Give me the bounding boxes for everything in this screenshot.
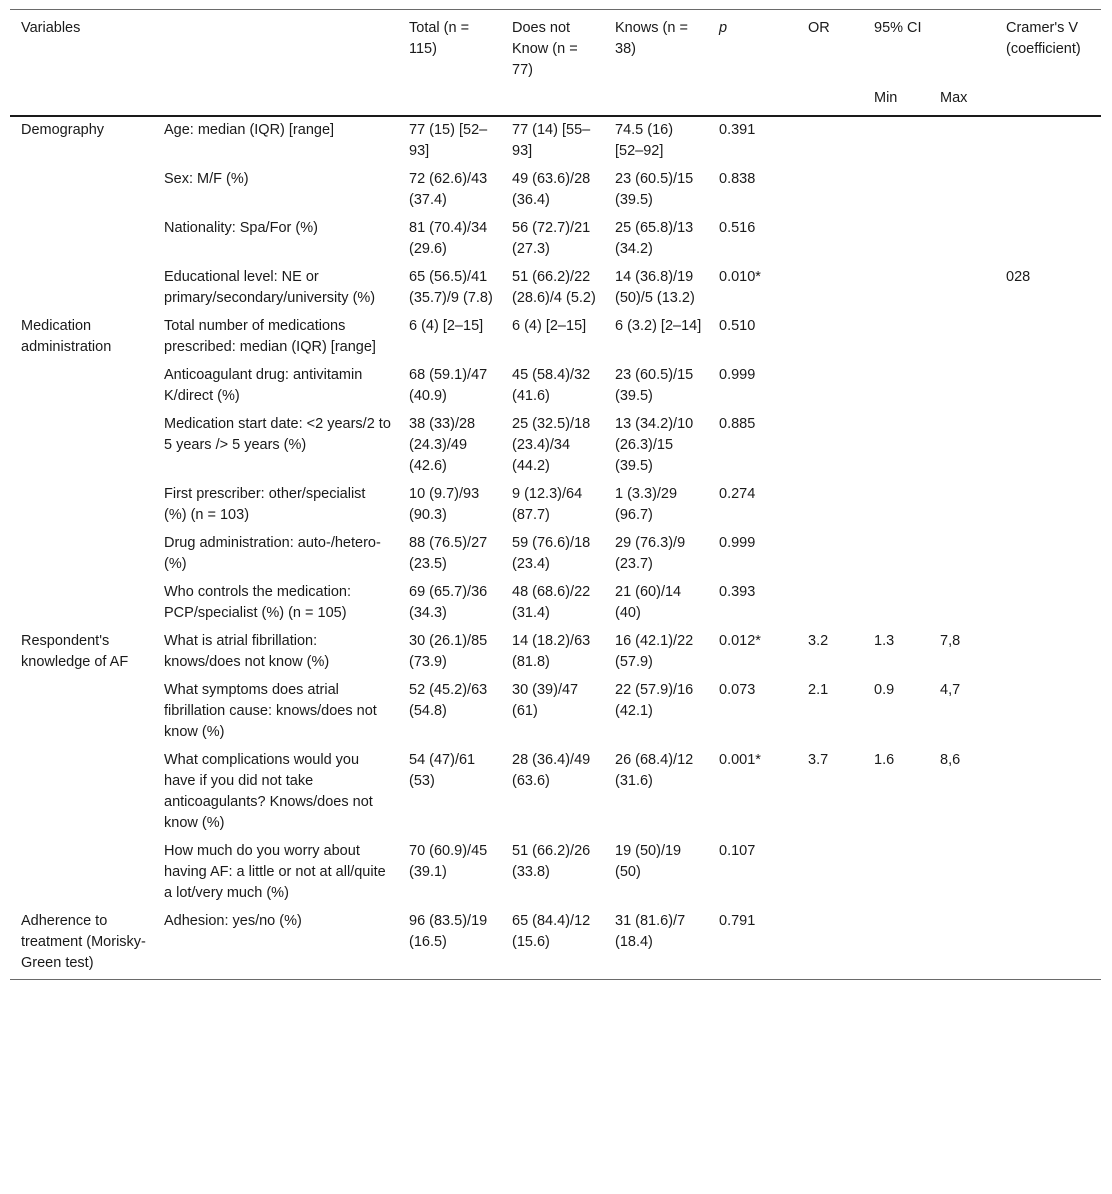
cell-does-not-know: 14 (18.2)/63 (81.8) bbox=[512, 633, 591, 670]
cell-ci-min: 1.6 bbox=[874, 752, 895, 768]
cell-p-value: 0.510 bbox=[719, 318, 756, 334]
cell-p-value: 0.012* bbox=[719, 633, 761, 649]
cell-total: 96 (83.5)/19 (16.5) bbox=[398, 906, 501, 980]
cell-does-not-know: 65 (84.4)/12 (15.6) bbox=[501, 906, 604, 980]
row-group bbox=[10, 262, 153, 311]
row-variable: What is atrial fibrillation: knows/does not know (%) bbox=[164, 633, 330, 670]
row-variable: Age: median (IQR) [range] bbox=[164, 122, 335, 138]
table-header bbox=[10, 10, 1101, 117]
cell-total: 68 (59.1)/47 (40.9) bbox=[409, 367, 488, 404]
cell-cramers-v bbox=[995, 528, 1101, 577]
cell-does-not-know: 49 (63.6)/28 (36.4) bbox=[512, 171, 591, 208]
cell-total: 38 (33)/28 (24.3)/49 (42.6) bbox=[409, 416, 476, 474]
header-row bbox=[10, 10, 1101, 84]
cell-total: 88 (76.5)/27 (23.5) bbox=[409, 535, 488, 572]
cell-knows: 29 (76.3)/9 (23.7) bbox=[615, 535, 686, 572]
cell-ci-min bbox=[863, 164, 929, 213]
row-group bbox=[10, 745, 153, 836]
row-variable: Sex: M/F (%) bbox=[164, 171, 249, 187]
table-row bbox=[10, 906, 1101, 980]
cell-knows: 6 (3.2) [2–14] bbox=[615, 318, 702, 334]
header-ci-max: Max bbox=[929, 83, 995, 116]
row-group bbox=[10, 675, 153, 745]
table-body bbox=[10, 116, 1101, 980]
row-group bbox=[10, 164, 153, 213]
cell-does-not-know: 77 (14) [55–93] bbox=[512, 122, 591, 159]
row-variable: Medication start date: <2 years/2 to 5 years /> 5 years (%) bbox=[164, 416, 391, 453]
cell-total: 30 (26.1)/85 (73.9) bbox=[409, 633, 488, 670]
cell-cramers-v bbox=[995, 675, 1101, 745]
table-row bbox=[10, 675, 1101, 745]
row-variable: First prescriber: other/specialist (%) (n = 103) bbox=[164, 486, 366, 523]
cell-does-not-know: 51 (66.2)/26 (33.8) bbox=[512, 843, 591, 880]
cell-knows: 74.5 (16) [52–92] bbox=[615, 122, 674, 159]
cell-cramers-v bbox=[995, 409, 1101, 479]
cell-ci-min bbox=[863, 213, 929, 262]
cell-ci-max bbox=[929, 409, 995, 479]
row-group bbox=[10, 213, 153, 262]
row-variable: Adhesion: yes/no (%) bbox=[153, 906, 398, 980]
cell-ci-max bbox=[929, 116, 995, 164]
row-group bbox=[10, 836, 153, 906]
table-row bbox=[10, 836, 1101, 906]
cell-odds-ratio: 3.2 bbox=[808, 633, 829, 649]
results-table bbox=[10, 9, 1101, 980]
cell-total: 72 (62.6)/43 (37.4) bbox=[409, 171, 488, 208]
row-variable: How much do you worry about having AF: a little or not at all/quite a lot/very much (%) bbox=[164, 843, 386, 901]
cell-ci-min bbox=[863, 360, 929, 409]
cell-odds-ratio bbox=[797, 409, 863, 479]
cell-does-not-know: 6 (4) [2–15] bbox=[512, 318, 587, 334]
cell-ci-max bbox=[929, 528, 995, 577]
cell-ci-max bbox=[929, 311, 995, 360]
cell-does-not-know: 28 (36.4)/49 (63.6) bbox=[512, 752, 591, 789]
cell-ci-min bbox=[863, 906, 929, 980]
cell-ci-max bbox=[929, 262, 995, 311]
cell-ci-max bbox=[929, 213, 995, 262]
cell-odds-ratio bbox=[797, 577, 863, 626]
cell-total: 54 (47)/61 (53) bbox=[409, 752, 476, 789]
header-does-not-know: Does not Know (n = 77) bbox=[501, 10, 604, 84]
cell-knows: 23 (60.5)/15 (39.5) bbox=[615, 171, 694, 208]
header-or: OR bbox=[797, 10, 863, 84]
cell-knows: 21 (60)/14 (40) bbox=[615, 584, 682, 621]
cell-ci-max bbox=[929, 479, 995, 528]
row-group: Respondent's knowledge of AF bbox=[21, 633, 129, 670]
cell-ci-max bbox=[929, 836, 995, 906]
row-group bbox=[10, 360, 153, 409]
table-row bbox=[10, 213, 1101, 262]
cell-ci-min bbox=[863, 577, 929, 626]
cell-p-value: 0.838 bbox=[719, 171, 756, 187]
header-knows: Knows (n = 38) bbox=[604, 10, 708, 84]
row-group bbox=[10, 479, 153, 528]
row-variable: Who controls the medication: PCP/specialist (%) (n = 105) bbox=[164, 584, 351, 621]
table-row bbox=[10, 311, 1101, 360]
cell-odds-ratio bbox=[797, 164, 863, 213]
cell-p-value: 0.999 bbox=[719, 535, 756, 551]
row-group: Demography bbox=[21, 122, 105, 138]
cell-odds-ratio bbox=[797, 311, 863, 360]
cell-does-not-know: 51 (66.2)/22 (28.6)/4 (5.2) bbox=[512, 269, 596, 306]
cell-odds-ratio bbox=[797, 360, 863, 409]
table-row bbox=[10, 745, 1101, 836]
cell-total: 6 (4) [2–15] bbox=[409, 318, 484, 334]
header-p: p bbox=[708, 10, 797, 84]
cell-cramers-v bbox=[995, 626, 1101, 675]
cell-total: 77 (15) [52–93] bbox=[409, 122, 488, 159]
table-row bbox=[10, 164, 1101, 213]
cell-knows: 23 (60.5)/15 (39.5) bbox=[615, 367, 694, 404]
cell-odds-ratio bbox=[797, 262, 863, 311]
cell-ci-min: 0.9 bbox=[874, 682, 895, 698]
row-group bbox=[10, 577, 153, 626]
cell-odds-ratio bbox=[797, 213, 863, 262]
cell-knows: 19 (50)/19 (50) bbox=[615, 843, 682, 880]
cell-ci-max: 7,8 bbox=[940, 633, 961, 649]
cell-total: 70 (60.9)/45 (39.1) bbox=[409, 843, 488, 880]
cell-ci-min bbox=[863, 409, 929, 479]
cell-p-value: 0.791 bbox=[708, 906, 797, 980]
cell-p-value: 0.885 bbox=[719, 416, 756, 432]
table-row bbox=[10, 116, 1101, 164]
cell-cramers-v bbox=[995, 360, 1101, 409]
cell-p-value: 0.516 bbox=[719, 220, 756, 236]
cell-ci-min bbox=[863, 479, 929, 528]
cell-does-not-know: 30 (39)/47 (61) bbox=[512, 682, 579, 719]
cell-knows: 31 (81.6)/7 (18.4) bbox=[604, 906, 708, 980]
cell-total: 10 (9.7)/93 (90.3) bbox=[409, 486, 480, 523]
row-group bbox=[10, 528, 153, 577]
table-row bbox=[10, 360, 1101, 409]
cell-ci-max bbox=[929, 577, 995, 626]
cell-ci-max bbox=[929, 360, 995, 409]
cell-ci-max: 4,7 bbox=[940, 682, 961, 698]
cell-cramers-v bbox=[995, 311, 1101, 360]
cell-does-not-know: 25 (32.5)/18 (23.4)/34 (44.2) bbox=[512, 416, 591, 474]
cell-cramers-v bbox=[995, 164, 1101, 213]
row-variable: What symptoms does atrial fibrillation cause: knows/does not know (%) bbox=[164, 682, 377, 740]
cell-cramers-v bbox=[995, 577, 1101, 626]
cell-odds-ratio: 2.1 bbox=[808, 682, 829, 698]
cell-p-value: 0.107 bbox=[719, 843, 756, 859]
cell-total: 65 (56.5)/41 (35.7)/9 (7.8) bbox=[409, 269, 493, 306]
cell-does-not-know: 48 (68.6)/22 (31.4) bbox=[512, 584, 591, 621]
row-group: Medication administration bbox=[21, 318, 112, 355]
cell-does-not-know: 59 (76.6)/18 (23.4) bbox=[512, 535, 591, 572]
cell-ci-max: 8,6 bbox=[940, 752, 961, 768]
cell-p-value: 0.010* bbox=[719, 269, 761, 285]
cell-p-value: 0.001* bbox=[719, 752, 761, 768]
table-row bbox=[10, 409, 1101, 479]
cell-total: 52 (45.2)/63 (54.8) bbox=[409, 682, 488, 719]
cell-cramers-v bbox=[995, 836, 1101, 906]
header-ci: 95% CI bbox=[863, 10, 995, 84]
cell-knows: 26 (68.4)/12 (31.6) bbox=[615, 752, 694, 789]
table-row bbox=[10, 577, 1101, 626]
row-variable: Anticoagulant drug: antivitamin K/direct (%) bbox=[164, 367, 363, 404]
cell-does-not-know: 45 (58.4)/32 (41.6) bbox=[512, 367, 591, 404]
cell-cramers-v: 028 bbox=[1006, 269, 1031, 285]
table-row bbox=[10, 626, 1101, 675]
cell-p-value: 0.999 bbox=[719, 367, 756, 383]
cell-ci-min bbox=[863, 262, 929, 311]
cell-ci-max bbox=[929, 906, 995, 980]
cell-odds-ratio bbox=[797, 116, 863, 164]
row-variable: Drug administration: auto-/hetero- (%) bbox=[164, 535, 381, 572]
row-group bbox=[10, 409, 153, 479]
cell-cramers-v bbox=[995, 116, 1101, 164]
cell-p-value: 0.393 bbox=[719, 584, 756, 600]
cell-p-value: 0.274 bbox=[719, 486, 756, 502]
cell-knows: 16 (42.1)/22 (57.9) bbox=[615, 633, 694, 670]
cell-knows: 14 (36.8)/19 (50)/5 (13.2) bbox=[615, 269, 695, 306]
cell-odds-ratio bbox=[797, 479, 863, 528]
cell-knows: 25 (65.8)/13 (34.2) bbox=[615, 220, 694, 257]
table-row bbox=[10, 262, 1101, 311]
header-subrow bbox=[10, 83, 1101, 116]
cell-p-value: 0.073 bbox=[719, 682, 756, 698]
header-ci-min: Min bbox=[863, 83, 929, 116]
cell-ci-min bbox=[863, 116, 929, 164]
row-variable: Total number of medications prescribed: median (IQR) [range] bbox=[164, 318, 376, 355]
cell-knows: 13 (34.2)/10 (26.3)/15 (39.5) bbox=[615, 416, 694, 474]
cell-odds-ratio bbox=[797, 528, 863, 577]
table-row bbox=[10, 528, 1101, 577]
cell-ci-max bbox=[929, 164, 995, 213]
header-total: Total (n = 115) bbox=[398, 10, 501, 84]
row-variable: Nationality: Spa/For (%) bbox=[164, 220, 318, 236]
cell-odds-ratio bbox=[797, 836, 863, 906]
cell-total: 81 (70.4)/34 (29.6) bbox=[409, 220, 488, 257]
cell-total: 69 (65.7)/36 (34.3) bbox=[409, 584, 488, 621]
row-group: Adherence to treatment (Morisky-Green test) bbox=[10, 906, 153, 980]
cell-cramers-v bbox=[995, 479, 1101, 528]
cell-cramers-v bbox=[995, 745, 1101, 836]
cell-ci-min bbox=[863, 311, 929, 360]
cell-ci-min: 1.3 bbox=[874, 633, 895, 649]
header-cramers-v: Cramer's V (coefficient) bbox=[995, 10, 1101, 84]
cell-ci-min bbox=[863, 836, 929, 906]
cell-knows: 22 (57.9)/16 (42.1) bbox=[615, 682, 694, 719]
cell-does-not-know: 9 (12.3)/64 (87.7) bbox=[512, 486, 583, 523]
cell-ci-min bbox=[863, 528, 929, 577]
table-row bbox=[10, 479, 1101, 528]
cell-does-not-know: 56 (72.7)/21 (27.3) bbox=[512, 220, 591, 257]
cell-odds-ratio bbox=[797, 906, 863, 980]
cell-cramers-v bbox=[995, 213, 1101, 262]
cell-p-value: 0.391 bbox=[719, 122, 756, 138]
cell-knows: 1 (3.3)/29 (96.7) bbox=[615, 486, 678, 523]
cell-odds-ratio: 3.7 bbox=[808, 752, 829, 768]
row-variable: Educational level: NE or primary/secondary/university (%) bbox=[164, 269, 376, 306]
row-variable: What complications would you have if you did not take anticoagulants? Knows/does not know (%) bbox=[164, 752, 373, 831]
header-variables: Variables bbox=[10, 10, 398, 84]
cell-cramers-v bbox=[995, 906, 1101, 980]
